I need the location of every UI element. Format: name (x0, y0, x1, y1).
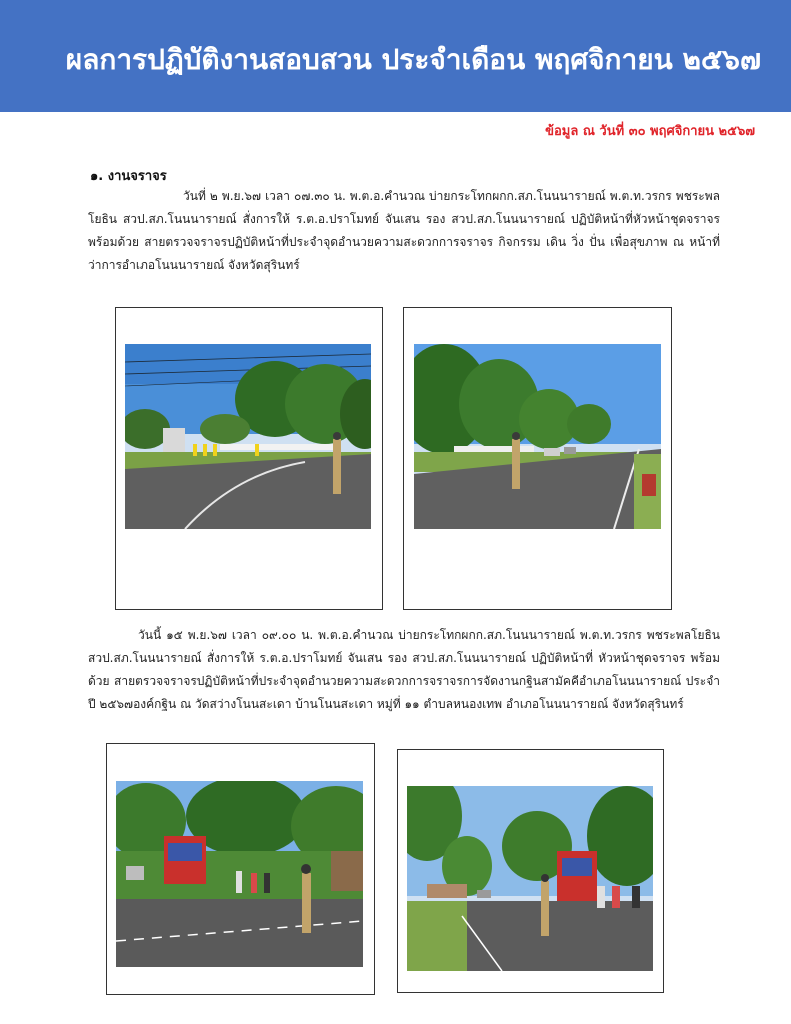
kathin-traffic-photo (407, 786, 653, 971)
section-title: ๑. งานจราจร (90, 169, 167, 184)
kathin-traffic-photo (116, 781, 363, 967)
traffic-duty-photo (125, 344, 371, 529)
entry-paragraph: วันที่ ๒ พ.ย.๖๗ เวลา ๐๗.๓๐ น. พ.ต.อ.คำนวณ บ่ายกระโทกผกก.สภ.โนนนารายณ์ พ.ต.ท.วรกร พชระพลโยธิน สวป.สภ.โนนนารายณ์ สั่งการให้ ร.ต.อ.ปราโมทย์ จันเสน รอง สวป.สภ.โนนนารายณ์ ปฏิบัติหน้าที่หัวหน้าชุดจราจร พร้อมด้วย สายตรวจจราจรปฏิบัติหน้าที่ประจำจุดอำนวยความสะดวกการจราจร กิจกรรม เดิน วิ่ง ปั่น เพื่อสุขภาพ ณ หน้าที่ว่าการอำเภอโนนนารายณ์ จังหวัดสุรินทร์ (88, 189, 720, 272)
page-title: ผลการปฏิบัติงานสอบสวน ประจำเดือน พฤศจิกายน ๒๕๖๗ (65, 43, 761, 76)
traffic-duty-photo (414, 344, 661, 529)
header-banner (0, 0, 791, 112)
as-of-date: ข้อมูล ณ วันที่ ๓๐ พฤศจิกายน ๒๕๖๗ (545, 124, 755, 139)
entry-paragraph: วันนี้ ๑๕ พ.ย.๖๗ เวลา ๐๙.๐๐ น. พ.ต.อ.คำนวณ บ่ายกระโทกผกก.สภ.โนนนารายณ์ พ.ต.ท.วรกร พชระพลโยธิน สวป.สภ.โนนนารายณ์ สั่งการให้ ร.ต.อ.ปราโมทย์ จันเสน รอง สวป.สภ.โนนนารายณ์ ปฏิบัติหน้าที่ หัวหน้าชุดจราจร พร้อมด้วย สายตรวจจราจรปฏิบัติหน้าที่ประจำจุดอำนวยความสะดวกการจราจรการจัดงานกฐินสามัคคีอำเภอโนนนารายณ์ ประจำปี ๒๕๖๗องค์กฐิน ณ วัดสว่างโนนสะเดา บ้านโนนสะเดา หมู่ที่ ๑๑ ตำบลหนองเทพ อำเภอโนนนารายณ์ จังหวัดสุรินทร์ (88, 628, 720, 711)
